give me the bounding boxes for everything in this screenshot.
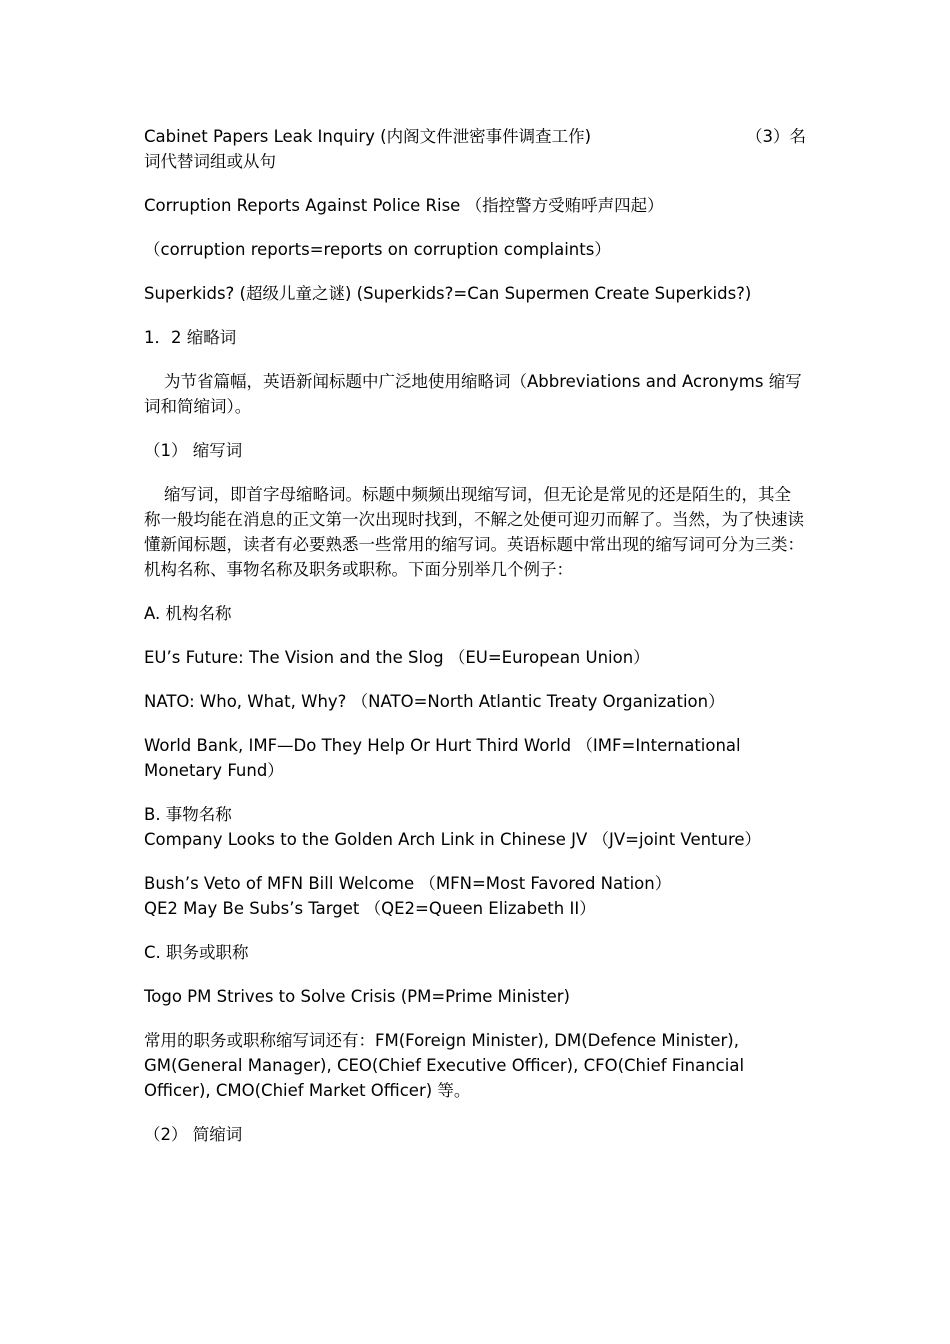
explanation-corruption-reports: （corruption reports=reports on corruption complaints）: [144, 240, 611, 259]
document-page: [144, 124, 806, 1166]
paragraph-mfn-qe2: [144, 871, 806, 921]
section-number-3: （3）名: [746, 127, 806, 146]
headline-example-superkids: Superkids? (超级儿童之谜) (Superkids?=Can Supermen Create Superkids?): [144, 284, 752, 303]
paragraph-acronyms-explanation: 缩写词，即首字母缩略词。标题中频频出现缩写词，但无论是常见的还是陌生的，其全称一般均能在消息的正文第一次出现时找到，不解之处便可迎刃而解了。当然，为了快速读懂新闻标题，读者有必要熟悉一些常用的缩写词。英语标题中常出现的缩写词可分为三类：机构名称、事物名称及职务或职称。下面分别举几个例子：: [144, 485, 804, 579]
headline-example-corruption: Corruption Reports Against Police Rise （指控警方受贿呼声四起）: [144, 196, 664, 215]
section-title-noun-substitution: 词代替词组或从句: [144, 152, 276, 171]
headline-example-nato: NATO: Who, What, Why? （NATO=North Atlantic Treaty Organization）: [144, 692, 725, 711]
headline-example-imf: World Bank, IMF—Do They Help Or Hurt Third World （IMF=International Monetary Fund）: [144, 736, 741, 780]
paragraph-cabinet-papers: [144, 124, 806, 149]
paragraph-abbreviations-intro: 为节省篇幅，英语新闻标题中广泛地使用缩略词（Abbreviations and Acronyms 缩写词和简缩词）。: [144, 372, 802, 416]
headline-example-cabinet: Cabinet Papers Leak Inquiry (内阁文件泄密事件调查工作): [144, 127, 592, 146]
headline-example-qe2: QE2 May Be Subs’s Target （QE2=Queen Elizabeth II）: [144, 899, 596, 918]
headline-example-eu: EU’s Future: The Vision and the Slog （EU=European Union）: [144, 648, 650, 667]
category-heading-things: B. 事物名称: [144, 805, 232, 824]
subsection-heading-acronyms: （1） 缩写词: [144, 441, 243, 460]
category-heading-titles: C. 职务或职称: [144, 943, 249, 962]
paragraph-common-title-abbreviations: 常用的职务或职称缩写词还有：FM(Foreign Minister), DM(Defence Minister), GM(General Manager), CEO(Chief Executive Officer), CFO(Chief Financial Officer), CMO(Chief Market Officer) 等。: [144, 1031, 745, 1100]
headline-example-mfn: Bush’s Veto of MFN Bill Welcome （MFN=Most Favored Nation）: [144, 874, 672, 893]
category-heading-organizations: A. 机构名称: [144, 604, 232, 623]
section-heading-abbreviations: 1．2 缩略词: [144, 328, 237, 347]
subsection-heading-clippings: （2） 简缩词: [144, 1125, 243, 1144]
headline-example-togo-pm: Togo PM Strives to Solve Crisis (PM=Prime Minister): [144, 987, 570, 1006]
headline-example-jv: Company Looks to the Golden Arch Link in Chinese JV （JV=joint Venture）: [144, 830, 762, 849]
paragraph-category-things: [144, 802, 806, 852]
